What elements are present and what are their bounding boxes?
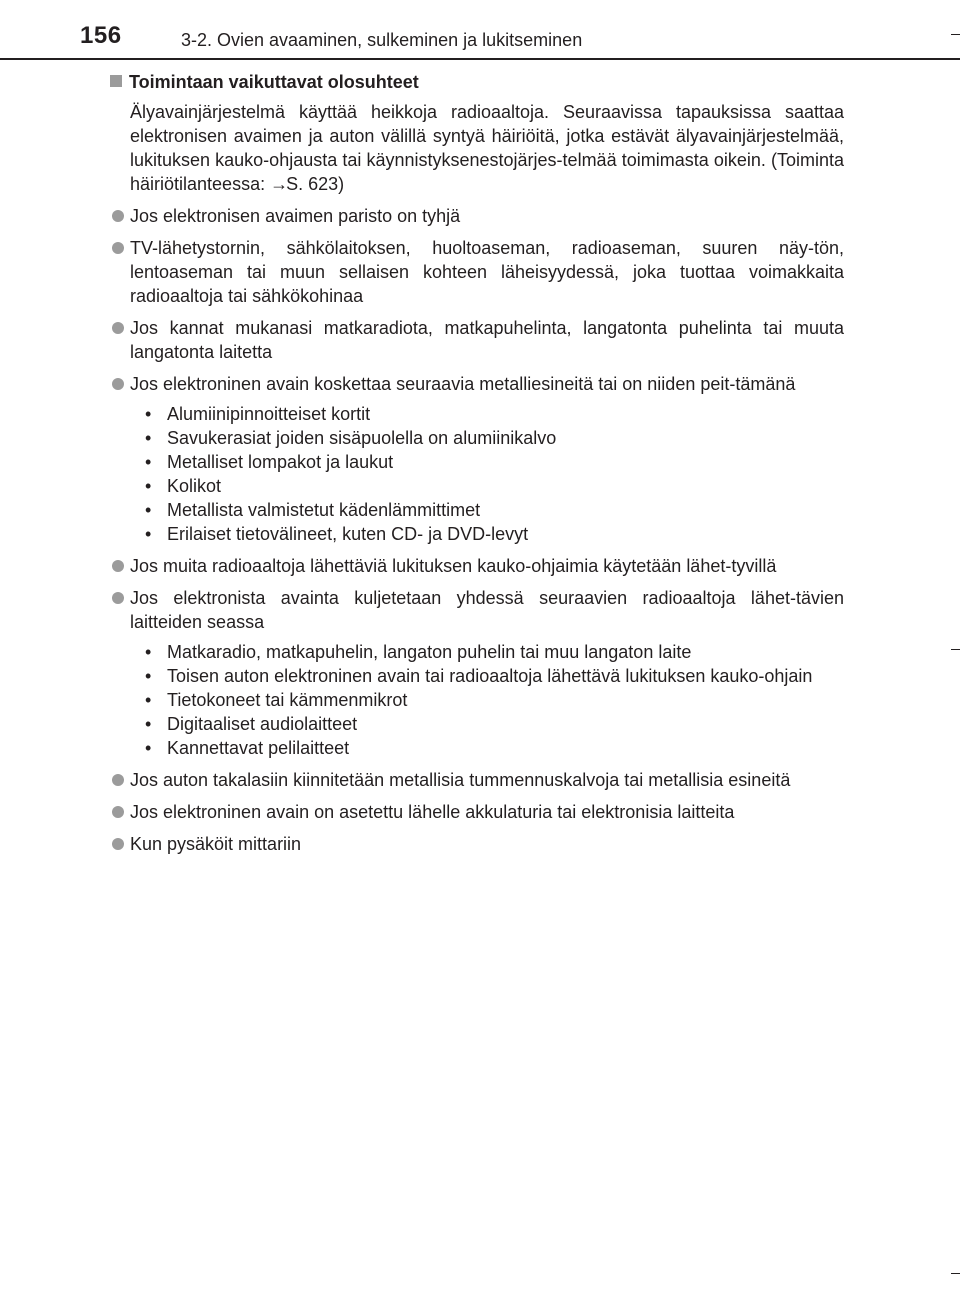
- sub-list: [130, 402, 844, 546]
- crop-mark: [951, 34, 960, 35]
- condition-list: [110, 204, 844, 856]
- bullet-mark: •: [145, 476, 152, 496]
- bullet-mark: •: [145, 428, 152, 448]
- intro-text: Älyavainjärjestelmä käyttää heikkoja radioaaltoja. Seuraavissa tapauksissa saattaa elektronisen avaimen ja auton välillä syntyä häiriöitä, jotka estävät älyavainjärjestelmää, lukituksen kauko-ohjausta tai käynnistyksenestojärjes-telmää toimimasta oikein. (Toiminta häiriötilanteessa:: [130, 102, 844, 194]
- bullet-mark: •: [145, 666, 152, 686]
- crop-mark: [951, 1273, 960, 1274]
- list-item: [110, 316, 844, 364]
- bullet-mark: •: [145, 404, 152, 424]
- list-item: [110, 204, 844, 228]
- sub-list-item-text: Kannettavat pelilaitteet: [167, 738, 350, 758]
- round-bullet-icon: [112, 322, 124, 334]
- sub-list-item: [130, 402, 844, 426]
- chapter-title: 3-2. Ovien avaaminen, sulkeminen ja lukitseminen: [181, 30, 583, 50]
- sub-list-item: [130, 450, 844, 474]
- sub-list-item: [130, 640, 844, 664]
- bullet-mark: •: [145, 452, 152, 472]
- list-item-text: Jos elektroninen avain on asetettu lähelle akkulaturia tai elektronisia laitteita: [130, 802, 735, 822]
- page-number: 156: [80, 22, 122, 49]
- arrow-right-icon: →: [270, 174, 289, 194]
- list-item-text: Jos auton takalasiin kiinnitetään metallisia tummennuskalvoja tai metallisia esineitä: [130, 770, 791, 790]
- round-bullet-icon: [112, 774, 124, 786]
- crop-mark: [951, 649, 960, 650]
- sub-list-item-text: Alumiinipinnoitteiset kortit: [167, 404, 371, 424]
- sub-list-item: [130, 522, 844, 546]
- round-bullet-icon: [112, 592, 124, 604]
- round-bullet-icon: [112, 838, 124, 850]
- sub-list-item-text: Metalliset lompakot ja laukut: [167, 452, 394, 472]
- square-bullet-icon: [110, 75, 122, 87]
- list-item-text: Jos elektronisen avaimen paristo on tyhjä: [130, 206, 461, 226]
- list-item: [110, 768, 844, 792]
- sub-list-item-text: Matkaradio, matkapuhelin, langaton puhelin tai muu langaton laite: [167, 642, 692, 662]
- main-content: [110, 70, 844, 856]
- sub-list-item: [130, 474, 844, 498]
- bullet-mark: •: [145, 524, 152, 544]
- sub-list-item: [130, 712, 844, 736]
- list-item-text: Jos elektroninen avain koskettaa seuraavia metalliesineitä tai on niiden peit-tämänä: [130, 374, 796, 394]
- round-bullet-icon: [112, 560, 124, 572]
- page-header: [0, 0, 960, 62]
- sub-list-item-text: Erilaiset tietovälineet, kuten CD- ja DVD-levyt: [167, 524, 529, 544]
- sub-list-item: [130, 688, 844, 712]
- sub-list-item: [130, 426, 844, 450]
- sub-list-item: [130, 664, 844, 688]
- round-bullet-icon: [112, 210, 124, 222]
- sub-list-item: [130, 736, 844, 760]
- sub-list-item-text: Tietokoneet tai kämmenmikrot: [167, 690, 408, 710]
- list-item: [110, 832, 844, 856]
- sub-list-item-text: Kolikot: [167, 476, 222, 496]
- list-item: [110, 586, 844, 634]
- list-item-text: TV-lähetystornin, sähkölaitoksen, huoltoaseman, radioaseman, suuren näy-tön, lentoaseman tai muun sellaisen kohteen läheisyydessä, joka tuottaa voimakkaita radioaaltoja tai sähkökohinaa: [130, 238, 844, 306]
- list-item-text: Jos muita radioaaltoja lähettäviä lukituksen kauko-ohjaimia käytetään lähet-tyvillä: [130, 556, 777, 576]
- section-heading-text: Toimintaan vaikuttavat olosuhteet: [129, 72, 419, 92]
- sub-list-item-text: Metallista valmistetut kädenlämmittimet: [167, 500, 481, 520]
- list-item: [110, 372, 844, 396]
- bullet-mark: •: [145, 642, 152, 662]
- sub-list-item: [130, 498, 844, 522]
- round-bullet-icon: [112, 242, 124, 254]
- section-heading: [110, 70, 844, 94]
- list-item: [110, 236, 844, 308]
- page-reference[interactable]: S. 623): [286, 174, 345, 194]
- round-bullet-icon: [112, 806, 124, 818]
- bullet-mark: •: [145, 690, 152, 710]
- header-rule: [0, 58, 960, 60]
- round-bullet-icon: [112, 378, 124, 390]
- bullet-mark: •: [145, 500, 152, 520]
- intro-paragraph: [130, 100, 844, 196]
- list-item: [110, 800, 844, 824]
- list-item-text: Kun pysäköit mittariin: [130, 834, 302, 854]
- list-item-text: Jos elektronista avainta kuljetetaan yhdessä seuraavien radioaaltoja lähet-tävien laitteiden seassa: [130, 588, 844, 632]
- list-item: [110, 554, 844, 578]
- sub-list: [130, 640, 844, 760]
- list-item-text: Jos kannat mukanasi matkaradiota, matkapuhelinta, langatonta puhelinta tai muuta langatonta laitetta: [130, 318, 844, 362]
- sub-list-item-text: Savukerasiat joiden sisäpuolella on alumiinikalvo: [167, 428, 557, 448]
- sub-list-item-text: Toisen auton elektroninen avain tai radioaaltoja lähettävä lukituksen kauko-ohjain: [167, 666, 813, 686]
- bullet-mark: •: [145, 738, 152, 758]
- bullet-mark: •: [145, 714, 152, 734]
- sub-list-item-text: Digitaaliset audiolaitteet: [167, 714, 358, 734]
